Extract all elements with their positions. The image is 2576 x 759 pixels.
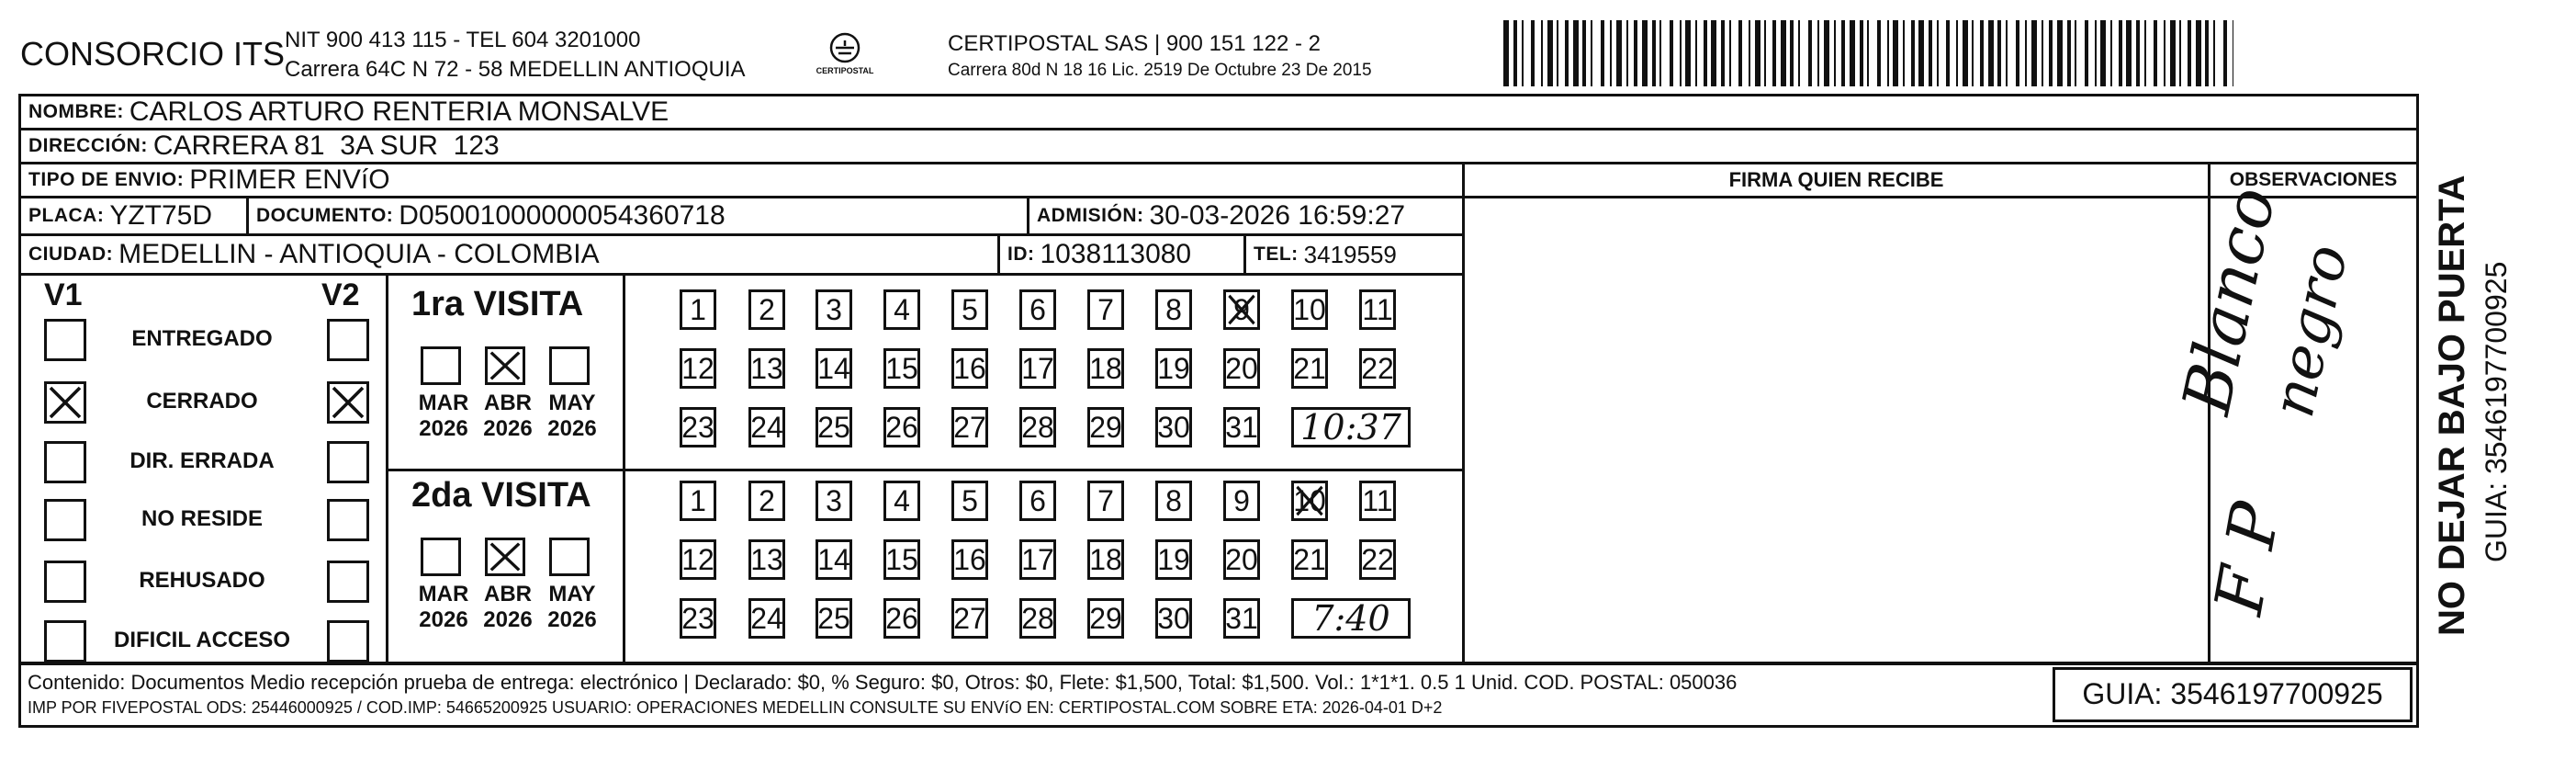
nit-line: NIT 900 413 115 - TEL 604 3201000 — [285, 28, 641, 52]
documento-label: DOCUMENTO: — [256, 205, 394, 226]
v2-checkbox — [327, 381, 369, 424]
v2-checkbox — [327, 441, 369, 483]
placa-label: PLACA: — [28, 205, 105, 226]
day-box: 16 — [951, 348, 988, 389]
day-box: 20 — [1223, 539, 1260, 580]
status-item-label: REHUSADO — [139, 568, 265, 593]
day-box: 5 — [951, 289, 988, 330]
observaciones-header: OBSERVACIONES — [2208, 162, 2419, 198]
month-name: MAR — [418, 391, 469, 415]
day-box: 22 — [1359, 348, 1396, 389]
x-mark-icon — [488, 349, 523, 382]
observaciones-handwriting-2: negro — [2259, 238, 2362, 424]
day-box: 2 — [748, 289, 785, 330]
nombre-row — [18, 94, 2419, 130]
month-year: 2026 — [419, 416, 468, 441]
observaciones-handwriting-1: Blanco — [2167, 180, 2290, 421]
day-box: 6 — [1019, 481, 1056, 521]
day-box: 24 — [748, 407, 785, 447]
documento-value: D05001000000054360718 — [399, 200, 726, 231]
day-box: 25 — [816, 407, 852, 447]
month-name: MAY — [548, 391, 596, 415]
firma-header: FIRMA QUIEN RECIBE — [1462, 162, 2210, 198]
day-box: 7 — [1087, 481, 1124, 521]
footer-line1: Contenido: Documentos Medio recepción prueba de entrega: electrónico | Declarado: $0, % Seguro: $0, Otros: $0, Flete: $1,500, Total: $1,500. Vol.: 1*1*1. 0.5 1 Unid. COD. POSTAL: 050036 — [28, 671, 1738, 694]
tel-value: 3419559 — [1303, 240, 1397, 268]
visit-time-box — [1291, 407, 1411, 447]
admision-label: ADMISIÓN: — [1037, 205, 1144, 226]
day-box: 14 — [816, 539, 852, 580]
day-box: 26 — [883, 407, 920, 447]
day-box: 28 — [1019, 598, 1056, 639]
day-box: 29 — [1087, 407, 1124, 447]
direccion-row — [18, 128, 2419, 164]
id-value: 1038113080 — [1040, 239, 1192, 269]
day-box: 18 — [1087, 539, 1124, 580]
month-name: MAR — [418, 582, 469, 606]
v1-label: V1 — [44, 278, 83, 312]
day-box: 31 — [1223, 598, 1260, 639]
barcode-icon — [1503, 20, 2233, 86]
status-item-label: DIFICIL ACCESO — [113, 628, 290, 652]
barcode — [1503, 20, 2233, 86]
day-box: 1 — [680, 289, 716, 330]
v1-checkbox — [44, 441, 86, 483]
day-box: 5 — [951, 481, 988, 521]
day-box: 21 — [1291, 539, 1328, 580]
month-year: 2026 — [483, 607, 533, 632]
v1-checkbox — [44, 561, 86, 603]
day-box: 21 — [1291, 348, 1328, 389]
month-year: 2026 — [483, 416, 533, 441]
status-item-label: NO RESIDE — [141, 506, 264, 531]
day-box: 4 — [883, 289, 920, 330]
day-box: 23 — [680, 407, 716, 447]
x-mark-icon — [488, 540, 523, 573]
ciudad-row — [18, 233, 1465, 276]
day-box: 27 — [951, 598, 988, 639]
v2-checkbox — [327, 319, 369, 361]
first-visit-title: 1ra VISITA — [411, 285, 584, 323]
footer-line2: IMP POR FIVEPOSTAL ODS: 25446000925 / COD.IMP: 54665200925 USUARIO: OPERACIONES MEDELLIN CONSULTE SU ENVíO EN: CERTIPOSTAL.COM SOBRE ETA: 2026-04-01 D+2 — [28, 698, 1443, 717]
day-box: 17 — [1019, 348, 1056, 389]
v1-checkbox — [44, 319, 86, 361]
month-checkbox — [485, 346, 525, 385]
day-box: 3 — [816, 481, 852, 521]
day-box: 2 — [748, 481, 785, 521]
day-box: 11 — [1359, 481, 1396, 521]
v2-checkbox — [327, 561, 369, 603]
x-mark-icon — [47, 384, 84, 421]
day-box: 16 — [951, 539, 988, 580]
v1-checkbox — [44, 620, 86, 663]
day-box: 13 — [748, 539, 785, 580]
day-box: 22 — [1359, 539, 1396, 580]
day-box: 23 — [680, 598, 716, 639]
month-year: 2026 — [419, 607, 468, 632]
day-box: 10 — [1291, 289, 1328, 330]
nombre-label: NOMBRE: — [28, 101, 124, 122]
visit-time-box — [1291, 598, 1411, 639]
month-label — [411, 391, 476, 442]
month-label — [476, 582, 540, 633]
day-box: 13 — [748, 348, 785, 389]
x-mark-icon — [1294, 483, 1325, 518]
certipostal-line1: CERTIPOSTAL SAS | 900 151 122 - 2 — [948, 31, 1321, 56]
day-box: 11 — [1359, 289, 1396, 330]
day-box: 10 — [1291, 481, 1328, 521]
certipostal-logo — [813, 29, 877, 83]
certipostal-logo-text: CERTIPOSTAL — [816, 66, 874, 75]
ciudad-value: MEDELLIN - ANTIOQUIA - COLOMBIA — [118, 239, 600, 269]
day-box: 15 — [883, 539, 920, 580]
day-box: 31 — [1223, 407, 1260, 447]
day-box: 15 — [883, 348, 920, 389]
visit-time: 10:37 — [1300, 407, 1401, 447]
day-box: 14 — [816, 348, 852, 389]
v1-checkbox — [44, 499, 86, 541]
day-box: 18 — [1087, 348, 1124, 389]
month-year: 2026 — [547, 607, 597, 632]
day-box: 12 — [680, 348, 716, 389]
day-box: 12 — [680, 539, 716, 580]
placa-row — [18, 196, 1465, 236]
day-box: 20 — [1223, 348, 1260, 389]
day-box: 7 — [1087, 289, 1124, 330]
status-item-label: ENTREGADO — [131, 326, 273, 351]
month-name: ABR — [484, 391, 532, 415]
day-box: 1 — [680, 481, 716, 521]
day-box: 8 — [1155, 481, 1192, 521]
direccion-label: DIRECCIÓN: — [28, 135, 148, 156]
month-label — [540, 582, 604, 633]
v2-checkbox — [327, 620, 369, 663]
month-label — [411, 582, 476, 633]
day-box: 29 — [1087, 598, 1124, 639]
day-box: 26 — [883, 598, 920, 639]
status-item-label: CERRADO — [146, 389, 258, 413]
day-box: 9 — [1223, 481, 1260, 521]
admision-value: 30-03-2026 16:59:27 — [1149, 200, 1406, 231]
address-line: Carrera 64C N 72 - 58 MEDELLIN ANTIOQUIA — [285, 57, 746, 82]
month-checkbox — [549, 538, 590, 576]
day-box: 25 — [816, 598, 852, 639]
x-mark-icon — [1226, 292, 1257, 327]
placa-value: YZT75D — [109, 200, 213, 231]
day-box: 8 — [1155, 289, 1192, 330]
day-box: 24 — [748, 598, 785, 639]
status-item-label: DIR. ERRADA — [129, 448, 275, 473]
month-year: 2026 — [547, 416, 597, 441]
x-mark-icon — [330, 384, 366, 421]
day-box: 27 — [951, 407, 988, 447]
ciudad-label: CIUDAD: — [28, 244, 114, 265]
company-name: CONSORCIO ITS — [20, 35, 286, 73]
month-name: ABR — [484, 582, 532, 606]
month-checkbox — [485, 538, 525, 576]
month-checkbox — [549, 346, 590, 385]
month-label — [476, 391, 540, 442]
id-label: ID: — [1007, 244, 1035, 265]
footer-guia: GUIA: 3546197700925 — [2082, 677, 2383, 710]
v1-checkbox — [44, 381, 86, 424]
tipo-row — [18, 162, 1465, 198]
day-box: 19 — [1155, 348, 1192, 389]
day-box: 4 — [883, 481, 920, 521]
day-box: 28 — [1019, 407, 1056, 447]
certipostal-line2: Carrera 80d N 18 16 Lic. 2519 De Octubre 23 De 2015 — [948, 61, 1372, 80]
day-box: 30 — [1155, 407, 1192, 447]
month-checkbox — [421, 346, 461, 385]
nombre-value: CARLOS ARTURO RENTERIA MONSALVE — [129, 96, 669, 127]
second-visit-title: 2da VISITA — [411, 476, 591, 515]
direccion-value: CARRERA 81 3A SUR 123 — [152, 130, 500, 161]
day-box: 17 — [1019, 539, 1056, 580]
v2-label: V2 — [321, 278, 360, 312]
visit-time: 7:40 — [1311, 598, 1390, 639]
v2-checkbox — [327, 499, 369, 541]
visits-divider — [386, 469, 1465, 471]
day-box: 6 — [1019, 289, 1056, 330]
month-label — [540, 391, 604, 442]
tipo-value: PRIMER ENVíO — [189, 164, 390, 195]
tel-label: TEL: — [1254, 244, 1299, 265]
vertical-warning: NO DEJAR BAJO PUERTA — [2432, 175, 2472, 636]
day-box: 30 — [1155, 598, 1192, 639]
firma-box — [1462, 162, 2210, 665]
month-checkbox — [421, 538, 461, 576]
vertical-guia: GUIA: 3546197700925 — [2480, 261, 2513, 562]
tipo-label: TIPO DE ENVIO: — [28, 169, 185, 190]
observaciones-handwriting-fp: F P — [2199, 496, 2295, 620]
day-box: 9 — [1223, 289, 1260, 330]
day-box: 19 — [1155, 539, 1192, 580]
month-name: MAY — [548, 582, 596, 606]
day-box: 3 — [816, 289, 852, 330]
